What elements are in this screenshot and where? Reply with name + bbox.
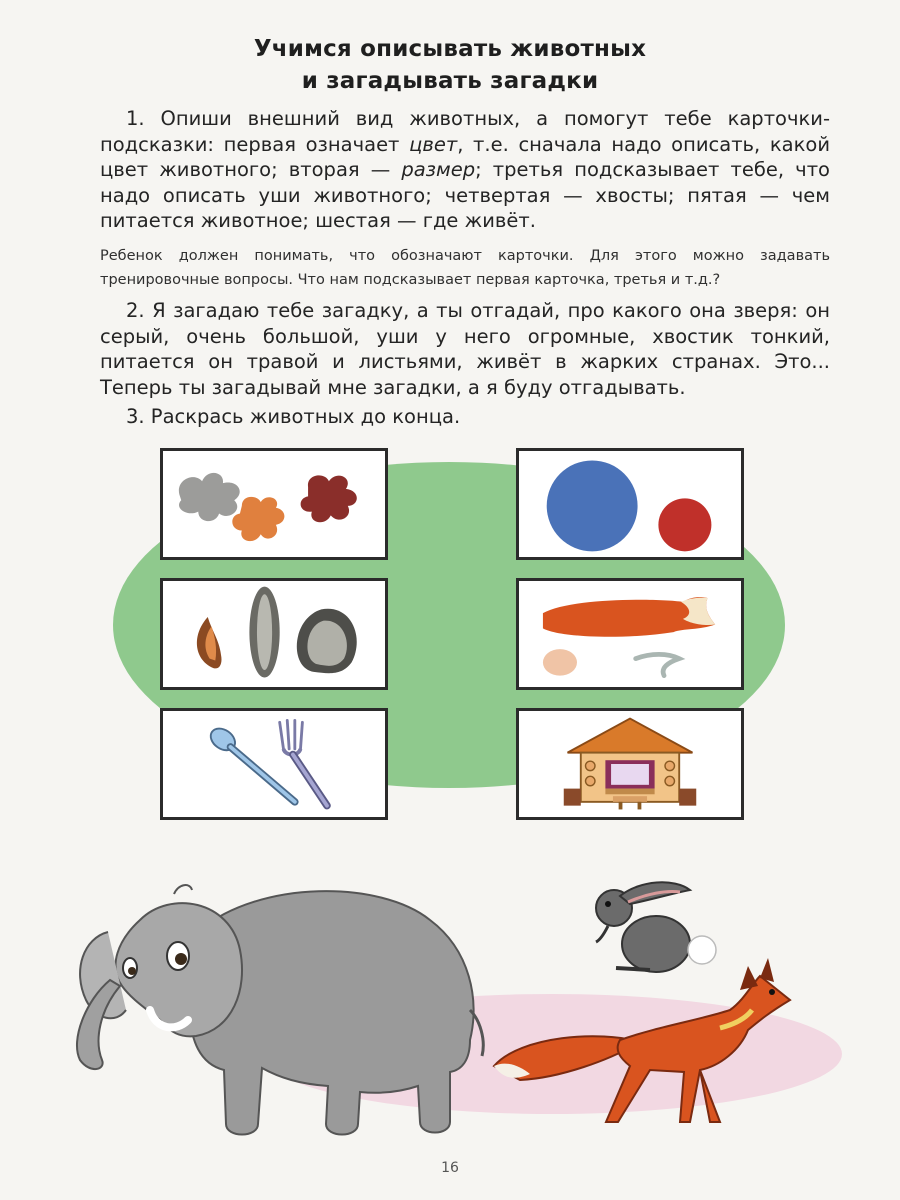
word-size: размер	[401, 158, 476, 181]
house-icon	[519, 711, 741, 817]
page-number: 16	[441, 1160, 459, 1176]
parent-note: Ребенок должен понимать, что обозначают карточки. Для этого можно задавать тренировочные вопросы. Что нам подсказывает первая карточка, третья и т.д.?	[100, 248, 830, 288]
card-size	[516, 448, 744, 560]
card-ears	[160, 578, 388, 690]
page-title-line1: Учимся описывать животных	[253, 36, 647, 62]
card-color	[160, 448, 388, 560]
task-2-text: 2. Я загадаю тебе загадку, а ты отгадай, про какого она зверя: он серый, очень большой, уши у него огромные, хвостик тонкий, питается он травой и листьями, живёт в жарких странах. Это... Теперь ты загадывай мне загадки, а я буду отгадывать.	[100, 299, 830, 399]
fox-icon	[494, 958, 790, 1122]
card-home	[516, 708, 744, 820]
tails-icon	[519, 581, 741, 687]
big-small-circles-icon	[519, 451, 741, 557]
word-color: цвет	[409, 132, 458, 156]
task-1-text: 1. Опиши внешний вид животных, а помогут тебе карточки-подсказки: первая означает цвет, т.е. сначала надо описать, какой цвет животного; вторая — размер; третья подсказывает тебе, что надо описать уши животного; четвертая — хвосты; пятая — чем питается животное; шестая — где живёт.	[100, 107, 831, 232]
card-tails	[516, 578, 744, 690]
elephant-icon	[77, 885, 483, 1134]
card-food	[160, 708, 388, 820]
task-3-text: 3. Раскрась животных до конца.	[126, 405, 461, 428]
page-title-line2: и загадывать загадки	[301, 68, 599, 94]
spoon-fork-icon	[163, 711, 385, 817]
color-splotches-icon	[163, 451, 385, 557]
ears-icon	[163, 581, 385, 687]
rabbit-icon	[596, 882, 716, 972]
animals-scene	[0, 860, 900, 1160]
